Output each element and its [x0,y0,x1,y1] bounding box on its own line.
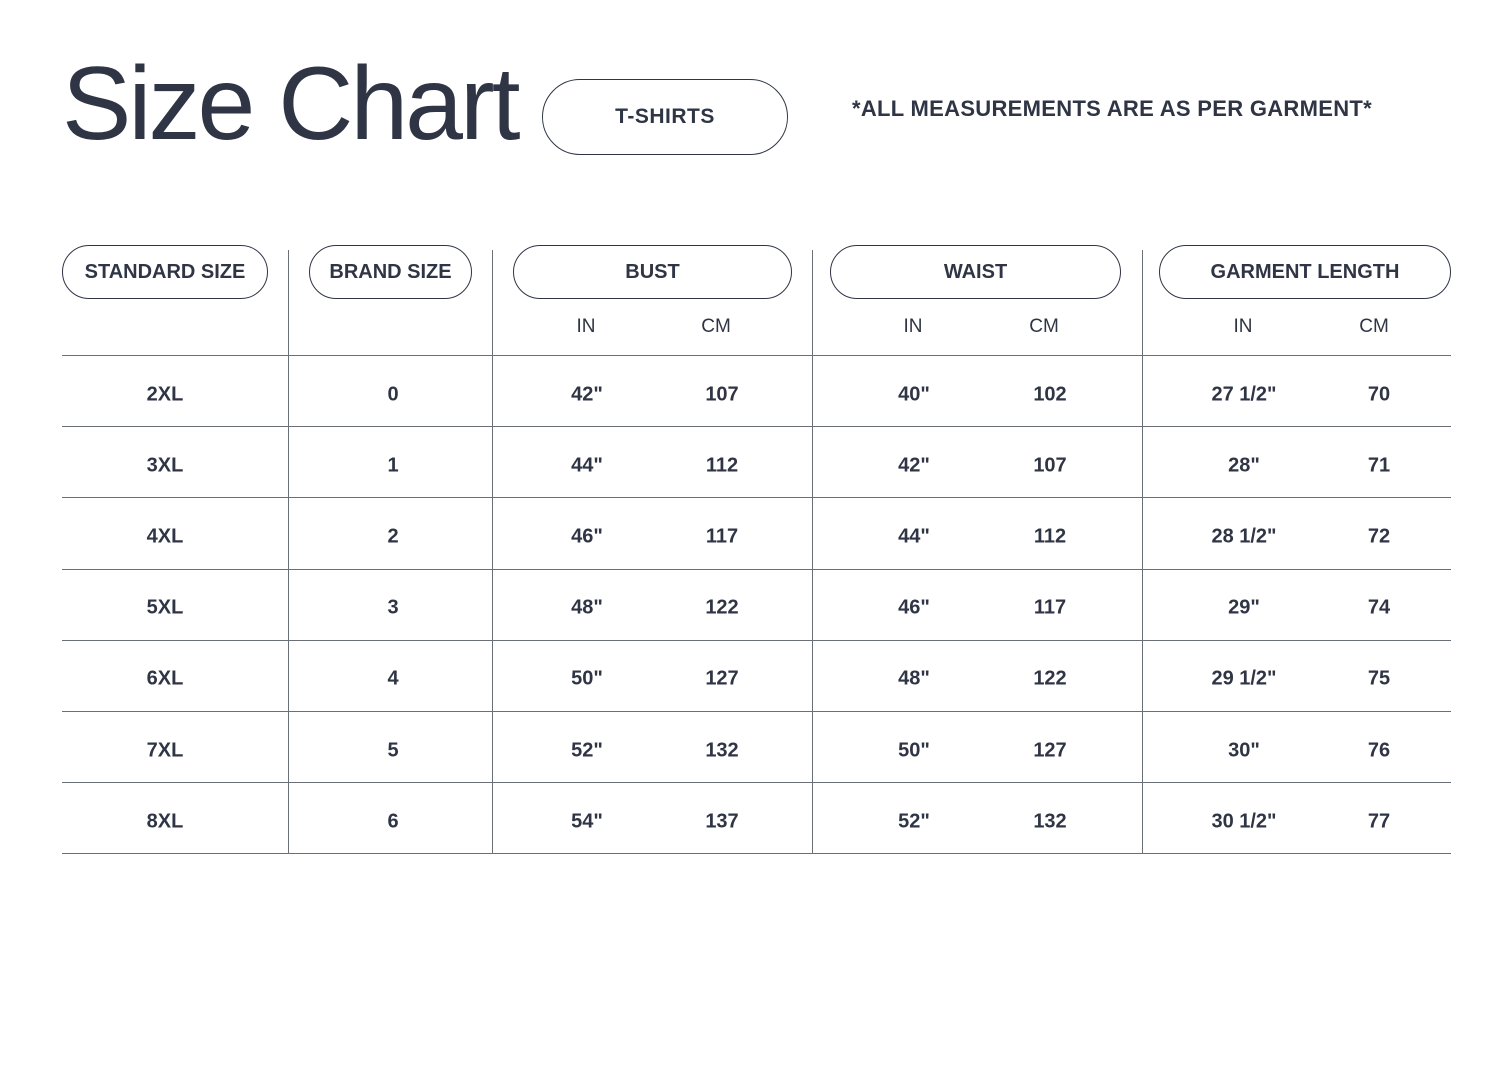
header-waist: WAIST [830,245,1121,299]
bust-cm-cell: 127 [705,667,739,690]
bust-cm-cell: 132 [705,739,739,762]
standard-size-cell: 8XL [146,810,184,833]
column-divider [812,250,813,854]
length-in-cell: 27 1/2" [1211,383,1277,406]
bust-cm-cell: 112 [705,454,739,477]
bust-in-cell: 46" [571,525,603,548]
row-divider [62,853,1451,854]
header-brand-size: BRAND SIZE [309,245,472,299]
length-cm-cell: 71 [1367,454,1391,477]
waist-in-cell: 42" [898,454,930,477]
length-in-cell: 28 1/2" [1211,525,1277,548]
waist-cm-cell: 107 [1033,454,1067,477]
row-divider [62,569,1451,570]
waist-in-cell: 40" [898,383,930,406]
waist-in-cell: 48" [898,667,930,690]
bust-in-cell: 50" [571,667,603,690]
waist-cm-cell: 122 [1033,667,1067,690]
bust-in-cell: 52" [571,739,603,762]
bust-in-cell: 48" [571,596,603,619]
header-bust: BUST [513,245,792,299]
bust-unit-in: IN [576,316,596,337]
bust-in-cell: 44" [571,454,603,477]
length-in-cell: 29" [1228,596,1260,619]
row-divider [62,426,1451,427]
brand-size-cell: 4 [387,667,399,690]
standard-size-cell: 3XL [146,454,184,477]
waist-in-cell: 46" [898,596,930,619]
length-in-cell: 28" [1228,454,1260,477]
page-title: Size Chart [62,46,518,162]
waist-in-cell: 50" [898,739,930,762]
bust-cm-cell: 117 [705,525,739,548]
length-cm-cell: 70 [1367,383,1391,406]
length-unit-in: IN [1233,316,1253,337]
waist-in-cell: 52" [898,810,930,833]
length-cm-cell: 75 [1367,667,1391,690]
waist-unit-in: IN [903,316,923,337]
waist-cm-cell: 112 [1033,525,1067,548]
waist-unit-cm: CM [1029,316,1059,337]
waist-cm-cell: 102 [1033,383,1067,406]
bust-cm-cell: 107 [705,383,739,406]
bust-cm-cell: 122 [705,596,739,619]
bust-cm-cell: 137 [705,810,739,833]
length-unit-cm: CM [1359,316,1389,337]
row-divider [62,782,1451,783]
length-cm-cell: 72 [1367,525,1391,548]
brand-size-cell: 6 [387,810,399,833]
standard-size-cell: 2XL [146,383,184,406]
brand-size-cell: 1 [387,454,399,477]
length-in-cell: 29 1/2" [1211,667,1277,690]
standard-size-cell: 6XL [146,667,184,690]
length-cm-cell: 74 [1367,596,1391,619]
length-in-cell: 30 1/2" [1211,810,1277,833]
column-divider [492,250,493,854]
row-divider [62,640,1451,641]
length-cm-cell: 77 [1367,810,1391,833]
waist-cm-cell: 127 [1033,739,1067,762]
header-standard-size: STANDARD SIZE [62,245,268,299]
category-badge: T-SHIRTS [542,79,788,155]
column-divider [1142,250,1143,854]
standard-size-cell: 5XL [146,596,184,619]
standard-size-cell: 4XL [146,525,184,548]
brand-size-cell: 0 [387,383,399,406]
standard-size-cell: 7XL [146,739,184,762]
row-divider [62,355,1451,356]
bust-in-cell: 42" [571,383,603,406]
waist-in-cell: 44" [898,525,930,548]
row-divider [62,711,1451,712]
length-in-cell: 30" [1228,739,1260,762]
measurement-note: *ALL MEASUREMENTS ARE AS PER GARMENT* [852,96,1372,121]
waist-cm-cell: 132 [1033,810,1067,833]
bust-in-cell: 54" [571,810,603,833]
length-cm-cell: 76 [1367,739,1391,762]
row-divider [62,497,1451,498]
header-garment-length: GARMENT LENGTH [1159,245,1451,299]
brand-size-cell: 5 [387,739,399,762]
brand-size-cell: 3 [387,596,399,619]
bust-unit-cm: CM [701,316,731,337]
waist-cm-cell: 117 [1033,596,1067,619]
brand-size-cell: 2 [387,525,399,548]
column-divider [288,250,289,854]
